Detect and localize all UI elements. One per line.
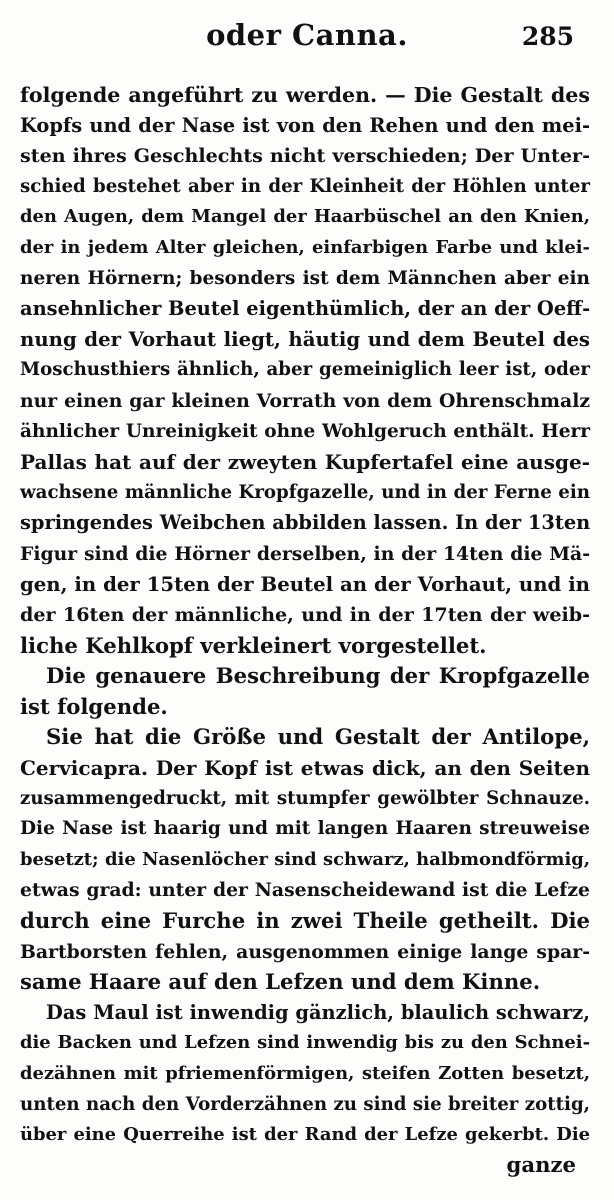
text-line: Cervicapra. Der Kopf ist etwas dick, an den Seiten — [20, 756, 590, 781]
text-line: neren Hörnern; besonders ist dem Männchen aber ein — [20, 267, 590, 289]
text-line: durch eine Furche in zwei Theile getheilt. Die — [20, 908, 590, 934]
text-line: der 16ten der männliche, und in der 17ten der weib- — [20, 603, 590, 627]
text-line: etwas grad: unter der Nasenscheidewand ist die Lefze — [20, 879, 590, 902]
text-line: Sie hat die Größe und Gestalt der Antilope, — [46, 724, 590, 750]
body-text — [20, 80, 590, 1151]
text-line: Die Nase ist haarig und mit langen Haaren streuweise — [20, 818, 590, 840]
text-line: die Backen und Lefzen sind inwendig bis zu den Schnei- — [20, 1032, 590, 1054]
text-line: wachsene männliche Kropfgazelle, und in der Ferne ein — [20, 481, 590, 503]
text-line: dezähnen mit pfriemenförmigen, steifen Zotten besetzt, — [20, 1063, 590, 1084]
text-line: den Augen, dem Mangel der Haarbüschel an den Knien, — [20, 206, 590, 228]
text-line: schied bestehet aber in der Kleinheit der Höhlen unter — [20, 175, 590, 197]
text-line: nung der Vorhaut liegt, häutig und dem Beutel des — [20, 327, 590, 351]
text-line: Figur sind die Hörner derselben, in der 14ten die Mä- — [20, 542, 590, 565]
text-line: zusammengedruckt, mit stumpfer gewölbter Schnauze. — [20, 787, 590, 809]
text-line: nur einen gar kleinen Vorrath von dem Ohrenschmalz — [20, 389, 590, 412]
text-line: ansehnlicher Beutel eigenthümlich, der an der Oeff- — [20, 297, 591, 321]
text-line: Die genauere Beschreibung der Kropfgazelle — [46, 663, 590, 689]
text-line: folgende angeführt zu werden. — Die Gestalt des — [20, 83, 590, 107]
text-line: Das Maul ist inwendig gänzlich, blaulich schwarz, — [46, 1000, 590, 1024]
text-line: liche Kehlkopf verkleinert vorgestellet. — [20, 632, 487, 658]
page-header — [0, 14, 614, 54]
text-line: ist folgende. — [20, 693, 168, 719]
text-line: Pallas hat auf der zweyten Kupfertafel eine ausge- — [20, 450, 590, 475]
text-line: unten nach den Vorderzähnen zu sind sie breiter zottig, — [20, 1093, 590, 1115]
text-line: Bartborsten fehlen, ausgenommen einige lange spar- — [20, 940, 590, 963]
text-line: besetzt; die Nasenlöcher sind schwarz, halbmondförmig, — [20, 848, 590, 870]
text-line: der in jedem Alter gleichen, einfarbigen Farbe und klei- — [20, 236, 590, 258]
text-line: sten ihres Geschlechts nicht verschieden; Der Unter- — [20, 144, 590, 168]
text-line: same Haare auf den Lefzen und dem Kinne. — [20, 969, 541, 995]
page-number: 285 — [521, 22, 574, 51]
text-line: ähnlicher Unreinigkeit ohne Wohlgeruch enthält. Herr — [20, 420, 590, 442]
text-line: über eine Querreihe ist der Rand der Lefze gekerbt. Die — [20, 1124, 590, 1146]
text-line: Kopfs und der Nase ist von den Rehen und den mei- — [20, 113, 590, 137]
catchword: ganze — [506, 1152, 576, 1177]
running-title: oder Canna. — [206, 18, 408, 52]
text-line: Moschusthiers ähnlich, aber gemeiniglich leer ist, oder — [20, 359, 590, 381]
text-line: springendes Weibchen abbilden lassen. In der 13ten — [20, 511, 591, 535]
text-line: gen, in der 15ten der Beutel an der Vorhaut, und in — [20, 572, 590, 596]
